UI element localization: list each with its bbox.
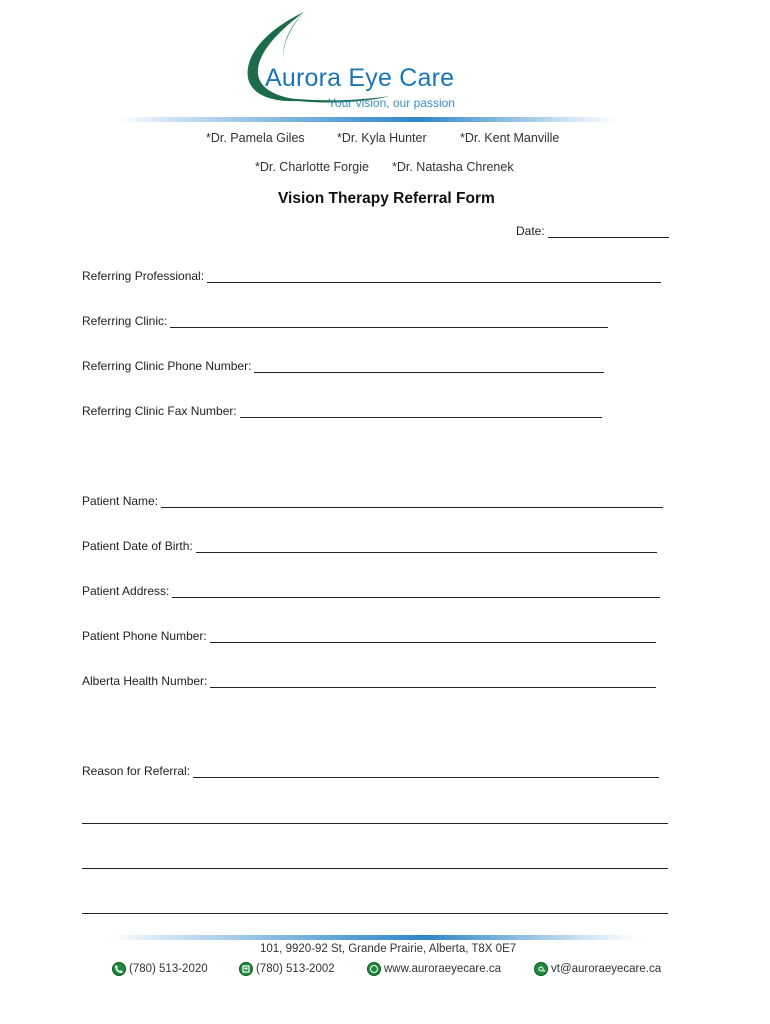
footer-address: 101, 9920-92 St, Grande Prairie, Alberta, T8X 0E7: [260, 943, 517, 955]
footer-email: [534, 962, 661, 976]
doctor-name: *Dr. Pamela Giles: [206, 131, 305, 145]
alberta-health-input-line[interactable]: [210, 677, 656, 688]
header-divider: [118, 117, 618, 122]
doctor-name: *Dr. Charlotte Forgie: [255, 160, 369, 174]
globe-icon: [367, 962, 381, 976]
referring-professional-input-line[interactable]: [207, 272, 661, 283]
patient-name-input-line[interactable]: [161, 497, 663, 508]
reason-input-line[interactable]: [193, 767, 659, 778]
doctor-name: *Dr. Kent Manville: [460, 131, 560, 145]
patient-address-input-line[interactable]: [172, 587, 660, 598]
fax-number: (780) 513-2002: [256, 963, 335, 975]
referring-professional-label: Referring Professional:: [82, 269, 205, 283]
patient-address-field: [82, 584, 660, 598]
email-link[interactable]: vt@auroraeyecare.ca: [551, 963, 662, 975]
reason-field: [82, 764, 659, 778]
clinic-phone-label: Referring Clinic Phone Number:: [82, 359, 252, 373]
phone-number: (780) 513-2020: [129, 963, 208, 975]
clinic-fax-input-line[interactable]: [240, 407, 602, 418]
logo-tagline: Your vision, our passion: [328, 96, 455, 110]
clinic-phone-input-line[interactable]: [254, 362, 604, 373]
patient-name-field: [82, 494, 663, 508]
alberta-health-field: [82, 674, 656, 688]
referring-clinic-input-line[interactable]: [170, 317, 608, 328]
patient-phone-label: Patient Phone Number:: [82, 629, 207, 643]
date-field: [516, 224, 669, 238]
patient-dob-label: Patient Date of Birth:: [82, 539, 193, 553]
reason-blank-line[interactable]: [82, 912, 668, 914]
patient-dob-input-line[interactable]: [196, 542, 657, 553]
clinic-fax-field: [82, 404, 602, 418]
patient-phone-field: [82, 629, 656, 643]
doctor-name: *Dr. Natasha Chrenek: [392, 160, 514, 174]
fax-icon: [239, 962, 253, 976]
reason-label: Reason for Referral:: [82, 764, 191, 778]
date-input-line[interactable]: [548, 227, 669, 238]
phone-icon: [112, 962, 126, 976]
reason-blank-line[interactable]: [82, 867, 668, 869]
eye-swoosh-icon: [240, 8, 480, 108]
clinic-fax-label: Referring Clinic Fax Number:: [82, 404, 237, 418]
website-link[interactable]: www.auroraeyecare.ca: [384, 963, 501, 975]
footer-fax: [239, 962, 335, 976]
patient-name-label: Patient Name:: [82, 494, 159, 508]
email-icon: [534, 962, 548, 976]
logo-name: Aurora Eye Care: [265, 64, 455, 92]
patient-dob-field: [82, 539, 657, 553]
patient-address-label: Patient Address:: [82, 584, 170, 598]
reason-blank-line[interactable]: [82, 822, 668, 824]
date-label: Date:: [516, 224, 545, 238]
footer-website: [367, 962, 501, 976]
clinic-phone-field: [82, 359, 604, 373]
form-title: Vision Therapy Referral Form: [278, 190, 495, 207]
patient-phone-input-line[interactable]: [210, 632, 656, 643]
referring-professional-field: [82, 269, 661, 283]
referring-clinic-label: Referring Clinic:: [82, 314, 168, 328]
doctor-name: *Dr. Kyla Hunter: [337, 131, 427, 145]
footer-phone: [112, 962, 208, 976]
company-logo: [240, 8, 480, 108]
referring-clinic-field: [82, 314, 608, 328]
footer-divider: [112, 935, 637, 940]
alberta-health-label: Alberta Health Number:: [82, 674, 208, 688]
